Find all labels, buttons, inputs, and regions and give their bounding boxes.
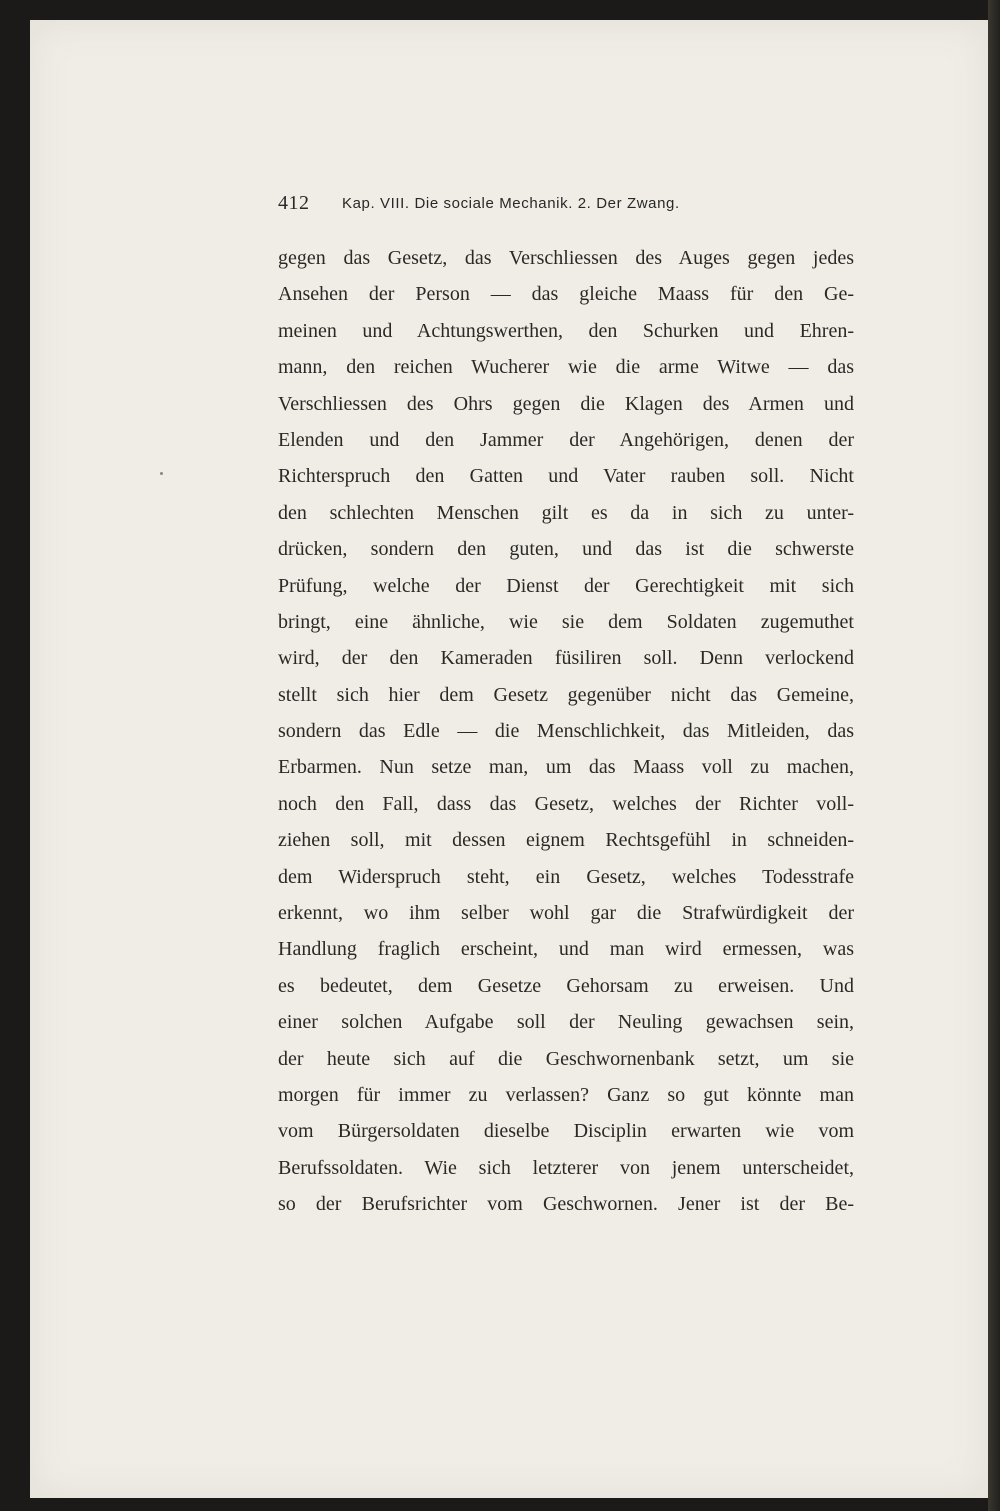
text-line: Richterspruch den Gatten und Vater rauben soll. Nicht — [278, 465, 854, 488]
page-number: 412 — [278, 192, 310, 214]
running-head — [278, 192, 862, 222]
text-line: wird, der den Kameraden füsiliren soll. Denn verlockend — [278, 647, 854, 670]
text-line: ziehen soll, mit dessen eignem Rechtsgefühl in schneiden- — [278, 829, 854, 852]
page-edge — [988, 0, 1000, 1511]
text-line: einer solchen Aufgabe soll der Neuling gewachsen sein, — [278, 1011, 854, 1034]
text-line: Verschliessen des Ohrs gegen die Klagen des Armen und — [278, 392, 854, 415]
text-line: Prüfung, welche der Dienst der Gerechtigkeit mit sich — [278, 574, 854, 597]
text-line: mann, den reichen Wucherer wie die arme Witwe — das — [278, 356, 854, 379]
text-line: morgen für immer zu verlassen? Ganz so gut könnte man — [278, 1083, 854, 1106]
text-line: Berufssoldaten. Wie sich letzterer von jenem unterscheidet, — [278, 1156, 854, 1179]
text-line: bringt, eine ähnliche, wie sie dem Soldaten zugemuthet — [278, 610, 854, 633]
text-line: drücken, sondern den guten, und das ist die schwerste — [278, 538, 854, 561]
text-line: der heute sich auf die Geschwornenbank setzt, um sie — [278, 1047, 854, 1070]
text-line: Erbarmen. Nun setze man, um das Maass voll zu machen, — [278, 756, 854, 779]
body-text — [278, 240, 854, 1223]
chapter-title: Kap. VIII. Die sociale Mechanik. 2. Der Zwang. — [342, 195, 680, 212]
text-line: gegen das Gesetz, das Verschliessen des Auges gegen jedes — [278, 247, 854, 269]
text-line: stellt sich hier dem Gesetz gegenüber nicht das Gemeine, — [278, 683, 854, 706]
text-line: Elenden und den Jammer der Angehörigen, denen der — [278, 428, 854, 451]
text-line: meinen und Achtungswerthen, den Schurken und Ehren- — [278, 319, 854, 342]
text-line: dem Widerspruch steht, ein Gesetz, welches Todesstrafe — [278, 865, 854, 888]
text-line: den schlechten Menschen gilt es da in sich zu unter- — [278, 501, 854, 524]
text-line: sondern das Edle — die Menschlichkeit, das Mitleiden, das — [278, 720, 854, 743]
text-line: noch den Fall, dass das Gesetz, welches der Richter voll- — [278, 792, 854, 815]
ink-speck — [160, 472, 163, 475]
text-line: Handlung fraglich erscheint, und man wird ermessen, was — [278, 938, 854, 961]
text-line: vom Bürgersoldaten dieselbe Disciplin erwarten wie vom — [278, 1120, 854, 1143]
text-line: es bedeutet, dem Gesetze Gehorsam zu erweisen. Und — [278, 974, 854, 997]
text-line: so der Berufsrichter vom Geschwornen. Jener ist der Be- — [278, 1193, 854, 1216]
text-line: erkennt, wo ihm selber wohl gar die Strafwürdigkeit der — [278, 902, 854, 925]
text-line: Ansehen der Person — das gleiche Maass für den Ge- — [278, 283, 854, 306]
